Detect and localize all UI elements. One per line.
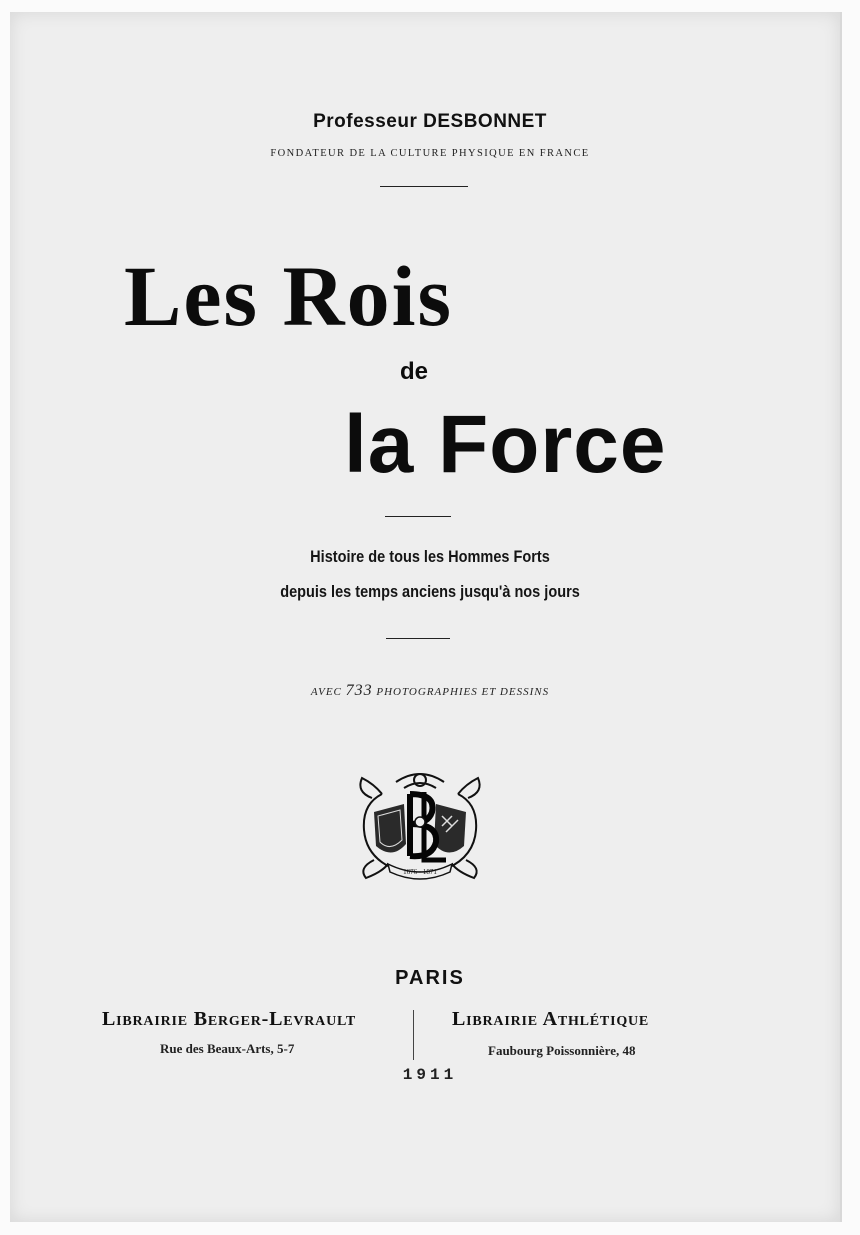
divider-top [380, 186, 468, 187]
divider-lower [386, 638, 450, 639]
publisher-left-address: Rue des Beaux-Arts, 5-7 [160, 1041, 295, 1056]
author-name: Professeur DESBONNET [313, 111, 547, 132]
illustrations-prefix: AVEC [310, 686, 342, 698]
publisher-right-name: Librairie Athlétique [452, 1008, 650, 1030]
publisher-left-name: Librairie Berger-Levrault [102, 1008, 356, 1030]
publisher-right-address: Faubourg Poissonnière, 48 [488, 1043, 636, 1058]
publisher-monogram-emblem-icon [352, 764, 488, 884]
title-line-3: la Force [344, 399, 667, 490]
publication-year: 1911 [402, 1066, 458, 1084]
imprint-city: PARIS [395, 967, 465, 989]
subtitle-line-1: Histoire de tous les Hommes Forts [310, 548, 550, 566]
imprint-separator [413, 1010, 414, 1060]
illustrations-note [0, 682, 860, 700]
illustrations-suffix: PHOTOGRAPHIES ET DESSINS [376, 686, 550, 698]
book-title-page [10, 12, 842, 1222]
divider-middle [385, 516, 451, 517]
subtitle-line-2: depuis les temps anciens jusqu'à nos jours [280, 583, 580, 601]
emblem-dates: 1676 · 1871 [403, 868, 437, 876]
illustrations-count: 733 [345, 682, 373, 699]
title-line-1: Les Rois [124, 248, 453, 344]
author-description: FONDATEUR DE LA CULTURE PHYSIQUE EN FRANCE [270, 148, 590, 159]
title-line-2: de [400, 358, 429, 385]
